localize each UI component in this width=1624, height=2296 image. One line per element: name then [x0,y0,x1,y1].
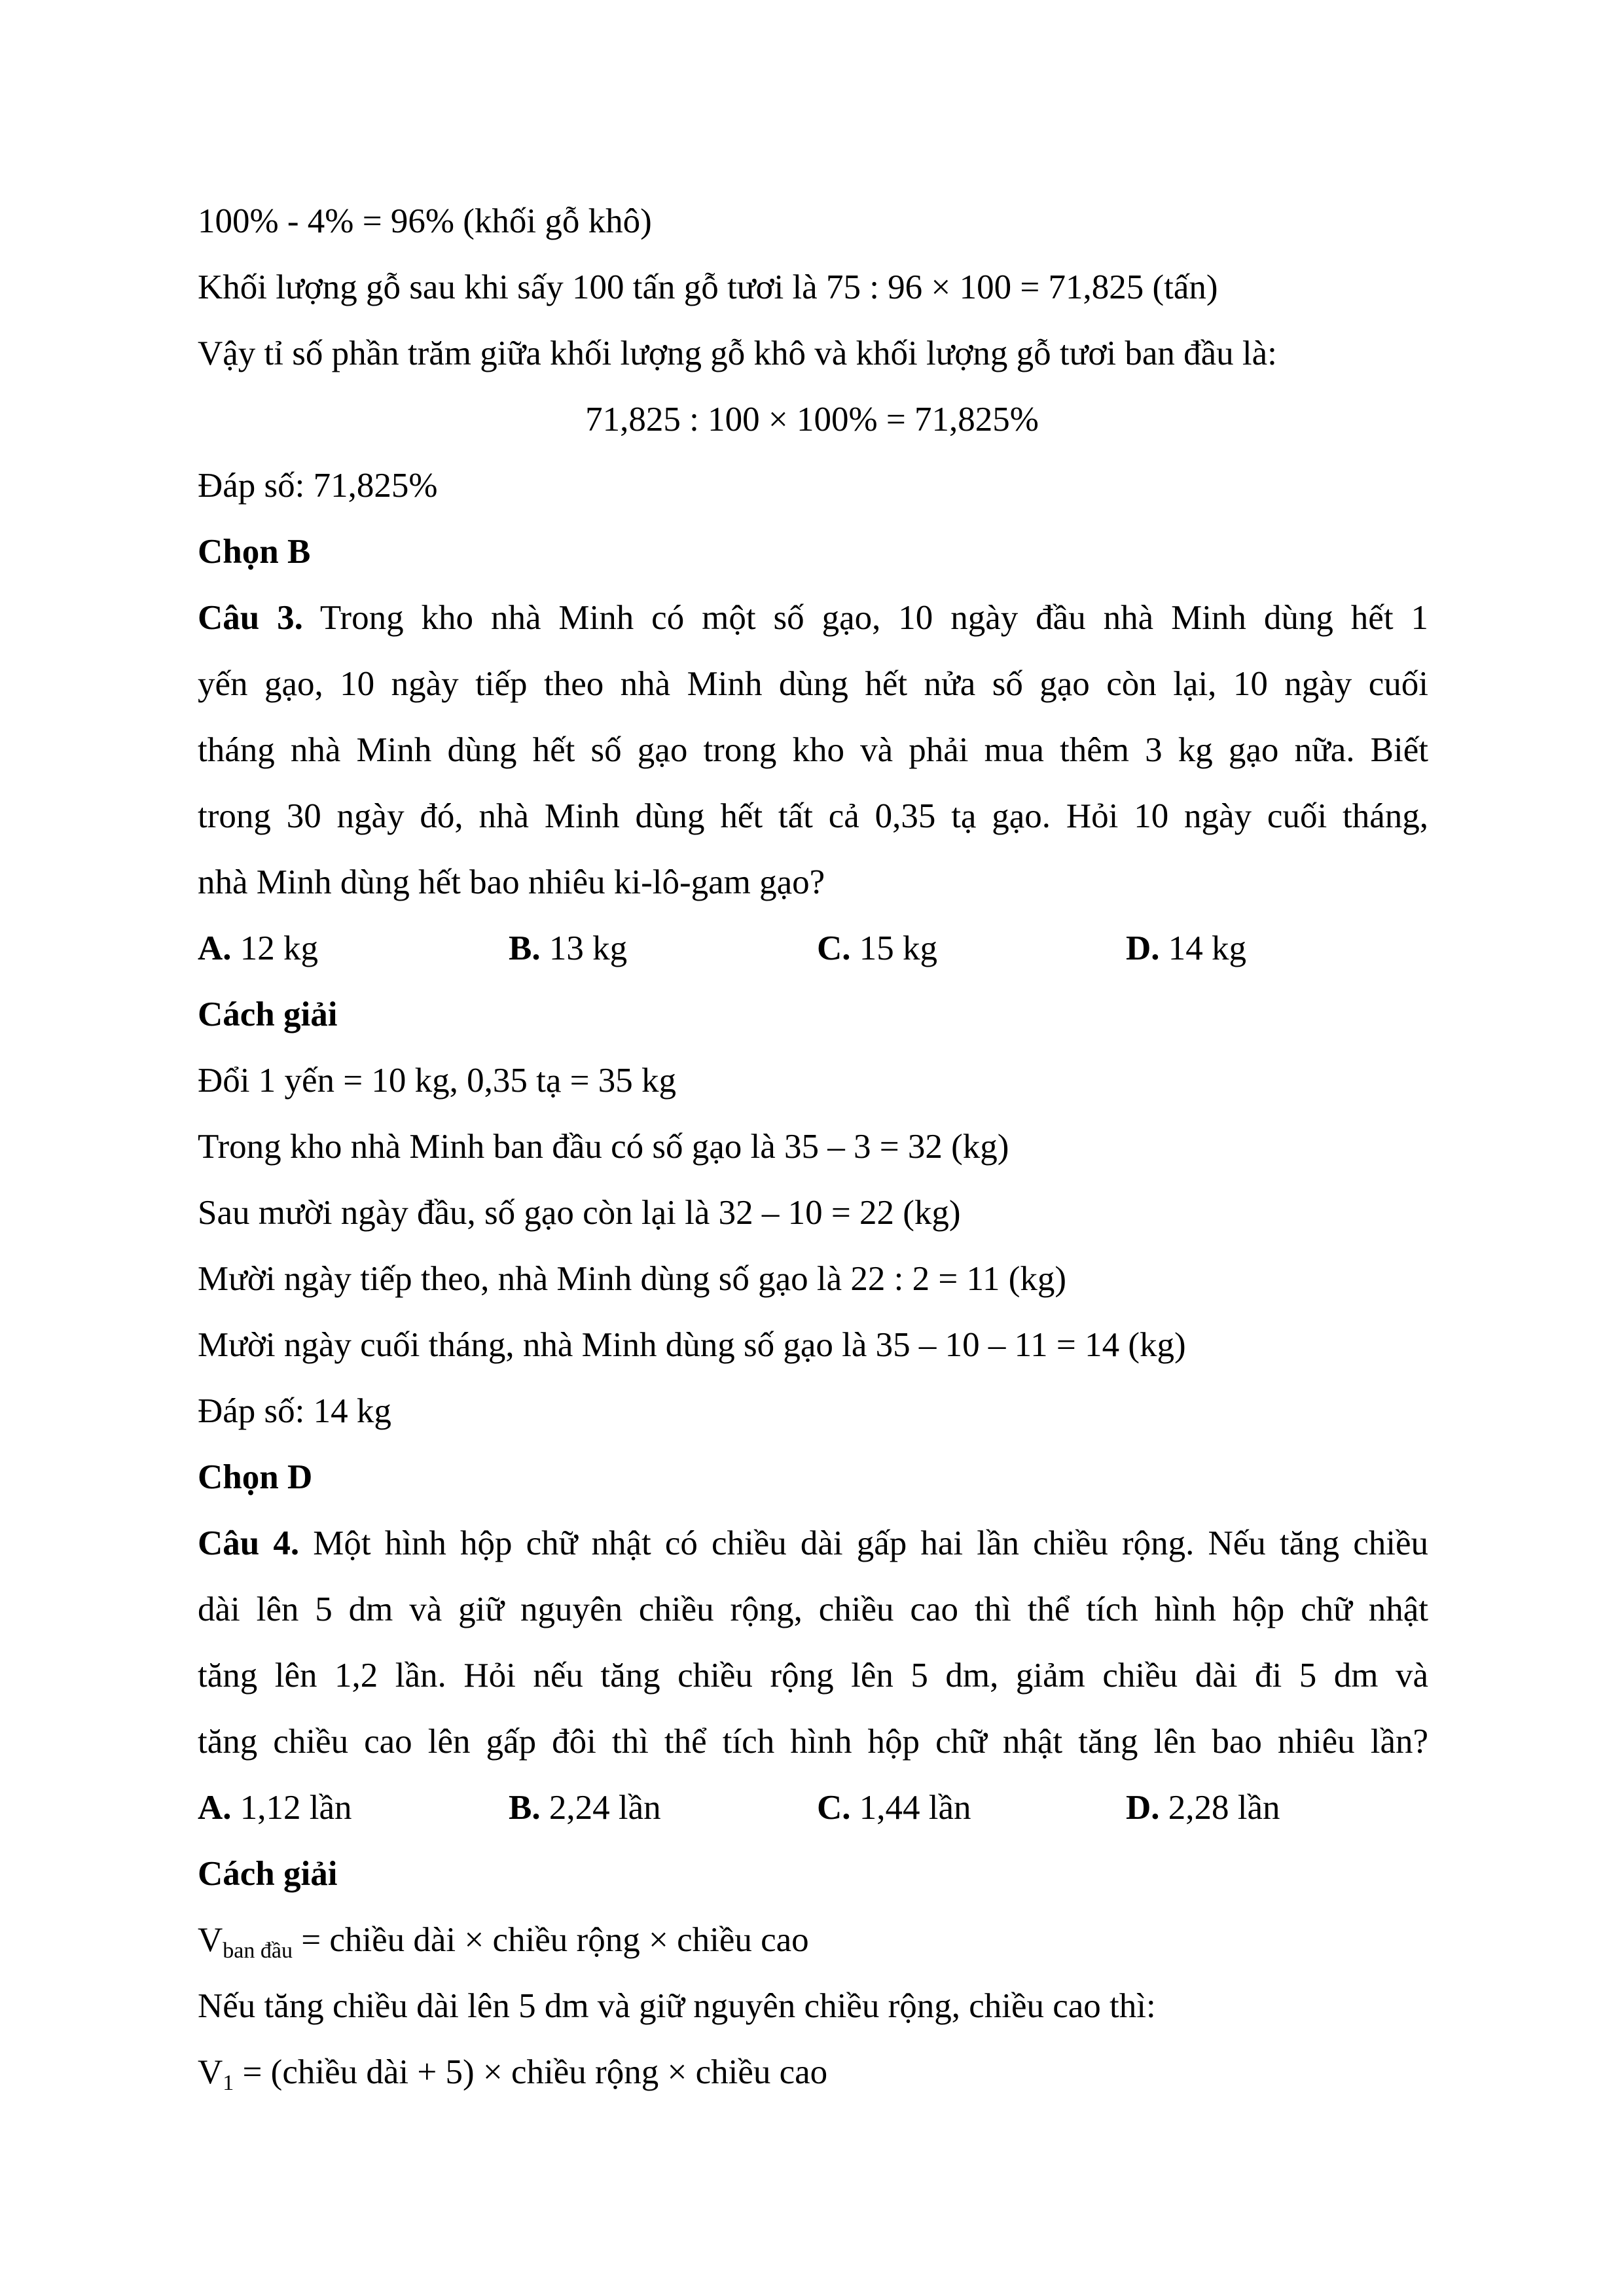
volume-formula: = chiều dài × chiều rộng × chiều cao [301,1921,809,1959]
option-text: 1,44 lần [859,1789,971,1827]
question-4-solution-title [198,1857,337,1892]
question-3-label: Câu 3. [198,599,303,637]
question-4-options [0,1791,1624,1830]
volume-formula: = (chiều dài + 5) × chiều rộng × chiều cao [242,2053,828,2091]
solution-title-text: Cách giải [198,1855,338,1893]
question-3-solution-step-2: Trong kho nhà Minh ban đầu có số gạo là 35 – 3 = 32 (kg) [198,1128,1009,1166]
option-key: C. [817,929,851,967]
question-4-option-a [198,1791,352,1825]
question-4-option-d [1126,1791,1280,1825]
calc-dry-wood-mass: Khối lượng gỗ sau khi sấy 100 tấn gỗ tươi là 75 : 96 × 100 = 71,825 (tấn) [198,268,1218,306]
question-3-solution-step-1: Đổi 1 yến = 10 kg, 0,35 tạ = 35 kg [198,1062,677,1100]
question-3-solution-title [198,997,337,1032]
question-3-solution-step-4: Mười ngày tiếp theo, nhà Minh dùng số gạo là 22 : 2 = 11 (kg) [198,1260,1067,1298]
option-text: 2,28 lần [1168,1789,1280,1827]
choice-text: Chọn D [198,1458,313,1496]
option-text: 2,24 lần [549,1789,661,1827]
question-4-volume-initial [198,1921,809,1963]
volume-subscript: ban đầu [223,1939,293,1963]
choice-previous-text: Chọn B [198,533,311,571]
question-4-option-c [817,1791,971,1825]
option-key: A. [198,1789,232,1827]
question-4-line-3: tăng lên 1,2 lần. Hỏi nếu tăng chiều rộng lên 5 dm, giảm chiều dài đi 5 dm và [198,1657,1428,1695]
question-3-choice [198,1460,312,1495]
option-key: D. [1126,929,1160,967]
option-text: 15 kg [859,929,938,967]
option-text: 14 kg [1168,929,1247,967]
question-4-option-b [509,1791,661,1825]
volume-symbol: V [198,1921,223,1959]
question-3-line-3: tháng nhà Minh dùng hết số gạo trong kho và phải mua thêm 3 kg gạo nữa. Biết [198,731,1428,769]
option-text: 12 kg [240,929,319,967]
question-4-volume-1 [198,2053,828,2095]
question-3-option-b [509,931,627,966]
question-4-line-2: dài lên 5 dm và giữ nguyên chiều rộng, chiều cao thì thể tích hình hộp chữ nhật [198,1590,1428,1628]
solution-title-text: Cách giải [198,996,338,1033]
option-key: D. [1126,1789,1160,1827]
question-3-option-a [198,931,318,966]
question-3-option-d [1126,931,1246,966]
question-3-option-c [817,931,937,966]
question-3-line-2: yến gạo, 10 ngày tiếp theo nhà Minh dùng hết nửa số gạo còn lại, 10 ngày cuối [198,665,1428,703]
calc-dry-wood-percent: 100% - 4% = 96% (khối gỗ khô) [198,202,652,240]
option-key: B. [509,1789,541,1827]
question-4-text-1: Một hình hộp chữ nhật có chiều dài gấp hai lần chiều rộng. Nếu tăng chiều [313,1524,1428,1562]
question-3-text-1: Trong kho nhà Minh có một số gạo, 10 ngày đầu nhà Minh dùng hết 1 [319,599,1428,637]
calc-ratio-intro: Vậy tỉ số phần trăm giữa khối lượng gỗ khô và khối lượng gỗ tươi ban đầu là: [198,334,1277,372]
option-text: 1,12 lần [240,1789,352,1827]
question-3-options [0,931,1624,971]
volume-subscript: 1 [223,2071,234,2095]
option-key: B. [509,929,541,967]
option-text: 13 kg [549,929,628,967]
choice-previous [198,535,310,569]
question-3-line-4: trong 30 ngày đó, nhà Minh dùng hết tất cả 0,35 tạ gạo. Hỏi 10 ngày cuối tháng, [198,797,1428,835]
volume-symbol: V [198,2053,223,2091]
calc-ratio-formula: 71,825 : 100 × 100% = 71,825% [585,401,1039,439]
question-3-line-1 [198,601,1428,636]
question-3-answer: Đáp số: 14 kg [198,1392,391,1430]
question-3-line-5: nhà Minh dùng hết bao nhiêu ki-lô-gam gạo? [198,863,825,901]
question-3-solution-step-3: Sau mười ngày đầu, số gạo còn lại là 32 – 10 = 22 (kg) [198,1194,961,1232]
question-3-solution-step-5: Mười ngày cuối tháng, nhà Minh dùng số gạo là 35 – 10 – 11 = 14 (kg) [198,1326,1186,1364]
question-4-label: Câu 4. [198,1524,300,1562]
option-key: A. [198,929,232,967]
answer-previous: Đáp số: 71,825% [198,467,438,505]
question-4-solution-step-2: Nếu tăng chiều dài lên 5 dm và giữ nguyên chiều rộng, chiều cao thì: [198,1987,1156,2025]
question-4-line-1 [198,1526,1428,1561]
option-key: C. [817,1789,851,1827]
question-4-line-4: tăng chiều cao lên gấp đôi thì thể tích hình hộp chữ nhật tăng lên bao nhiêu lần? [198,1723,1428,1761]
